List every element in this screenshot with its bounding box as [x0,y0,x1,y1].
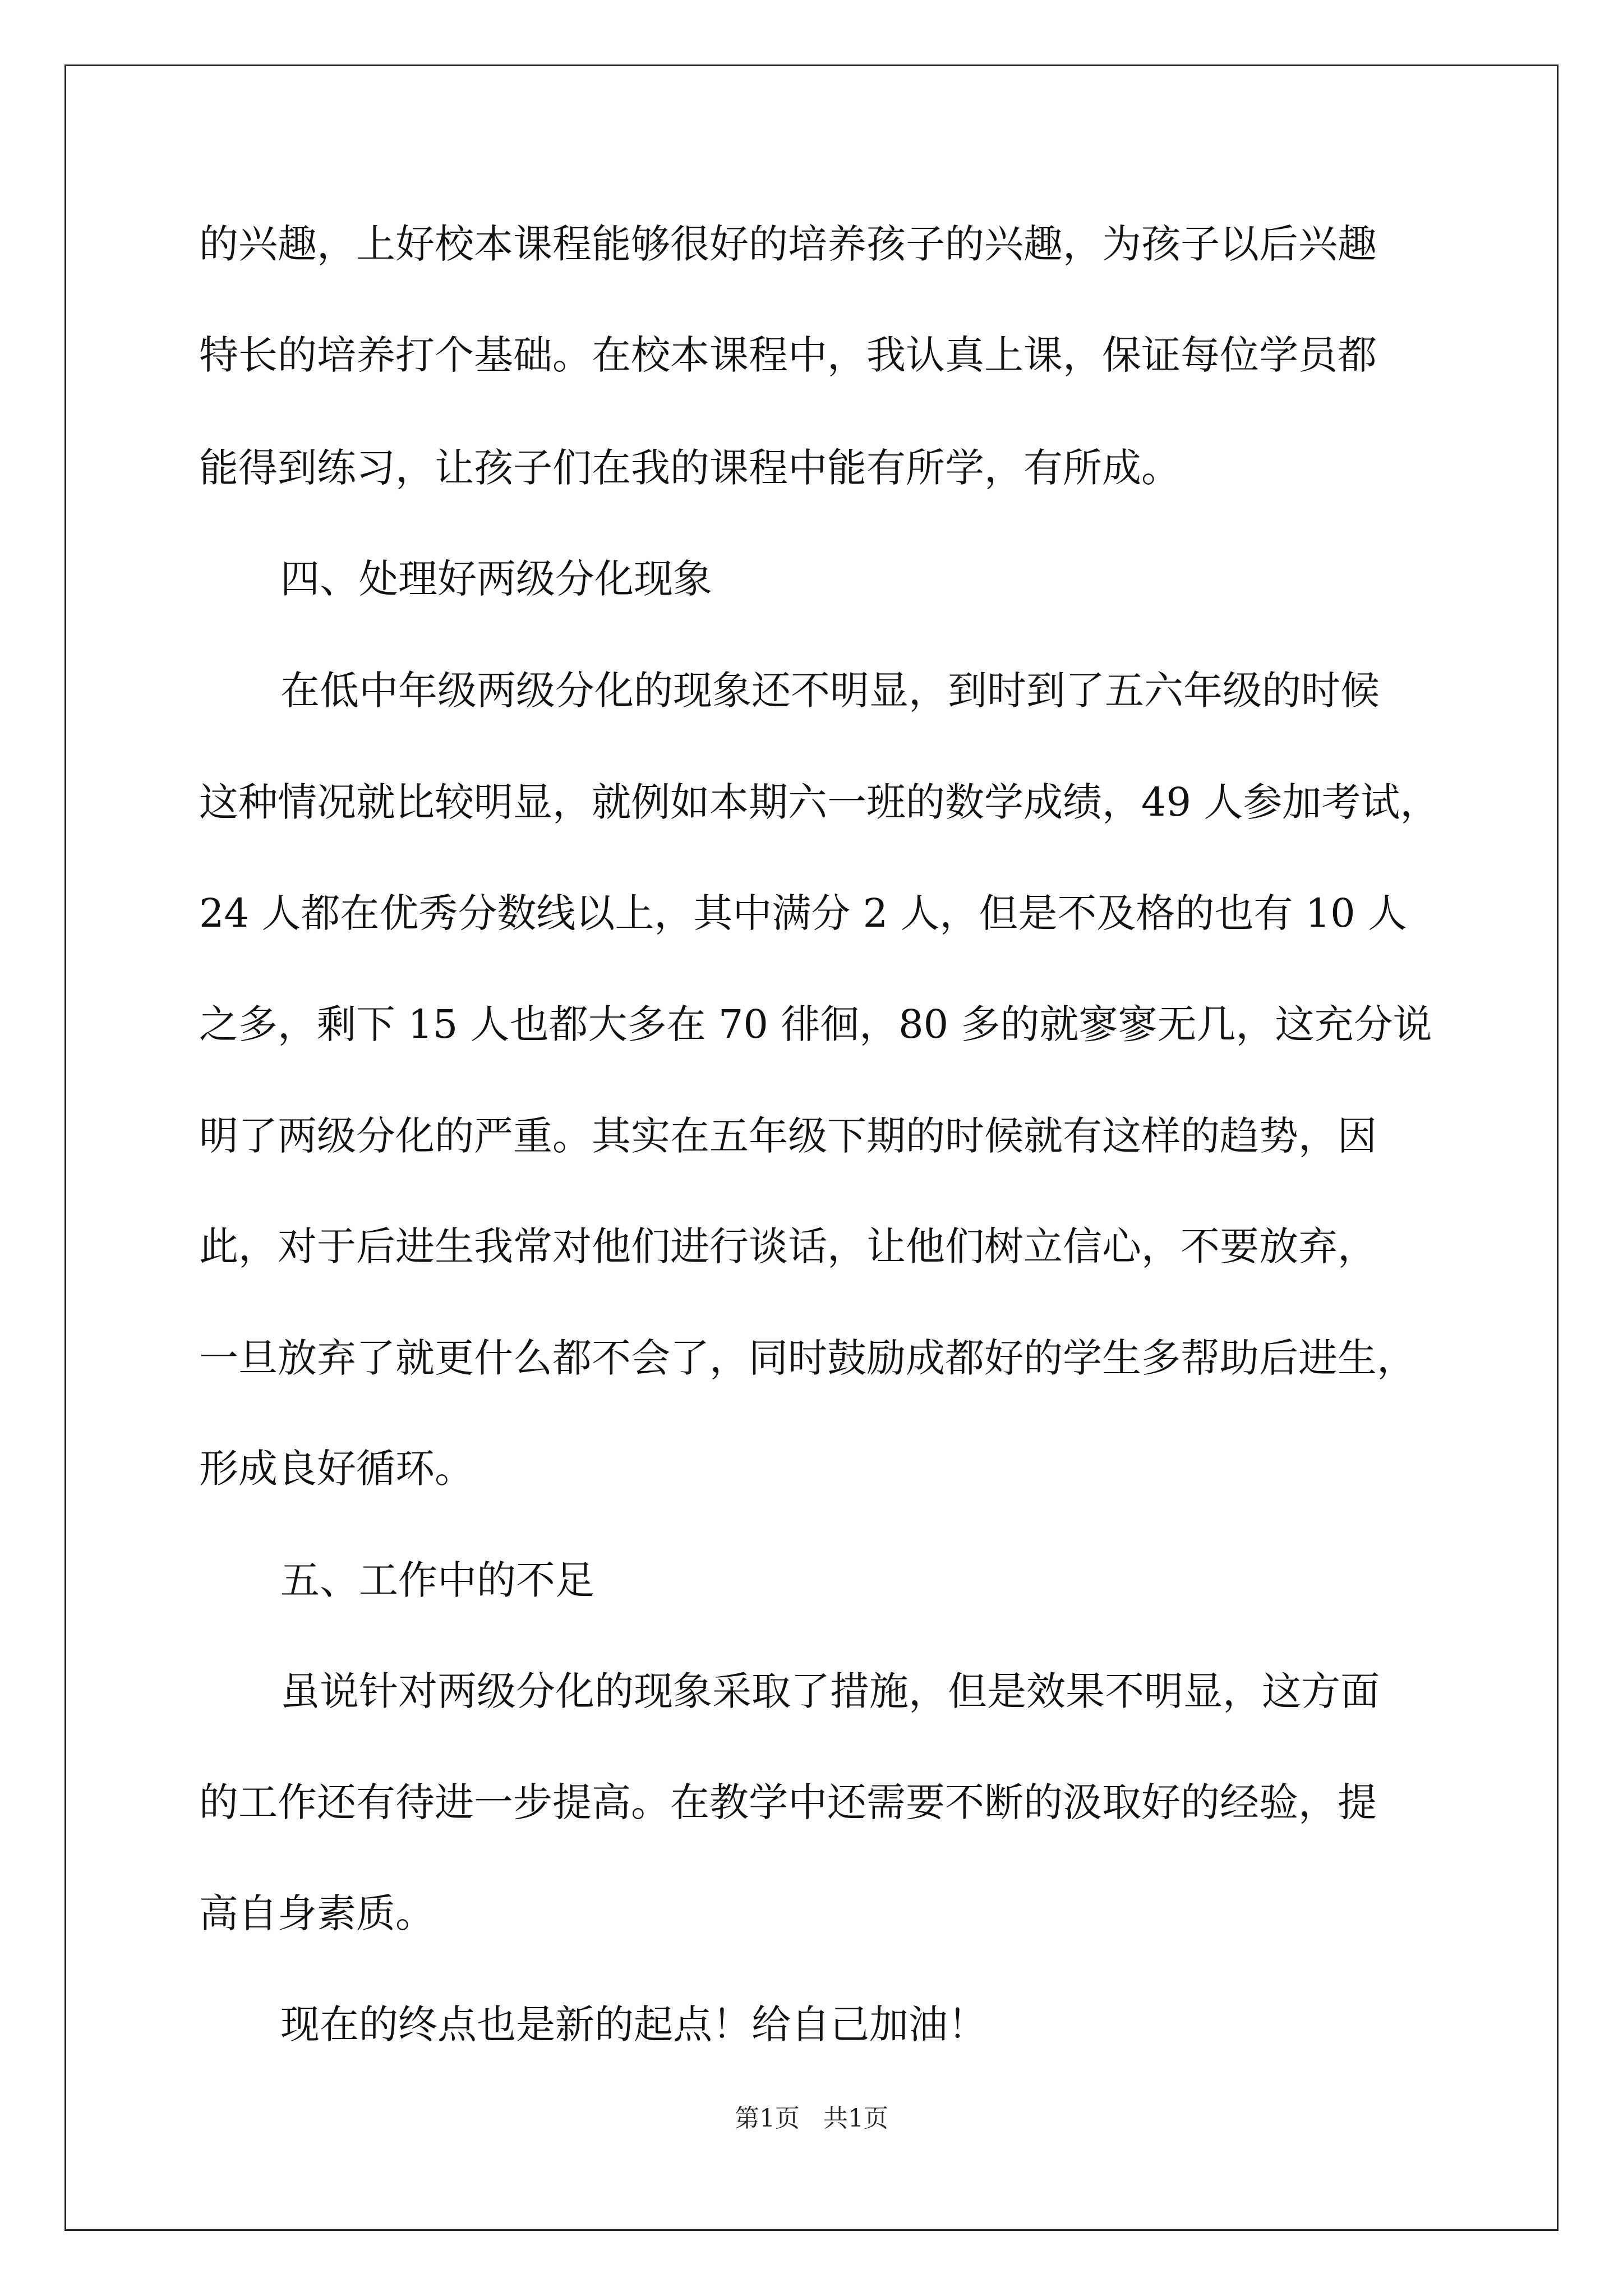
paragraph-line: 的兴趣，上好校本课程能够很好的培养孩子的兴趣，为孩子以后兴趣 [199,221,1377,267]
paragraph-line: 明了两级分化的严重。其实在五年级下期的时候就有这样的趋势，因 [199,1113,1377,1159]
paragraph-line: 特长的培养打个基础。在校本课程中，我认真上课，保证每位学员都 [199,332,1377,378]
paragraph-line: 高自身素质。 [199,1890,435,1936]
page-footer: 第1页 共1页 [735,2104,888,2133]
paragraph-line: 此，对于后进生我常对他们进行谈话，让他们树立信心，不要放弃， [199,1223,1377,1269]
paragraph-line: 24 人都在优秀分数线以上，其中满分 2 人，但是不及格的也有 10 人 [199,890,1407,936]
paragraph-line: 虽说针对两级分化的现象采取了措施，但是效果不明显，这方面 [280,1668,1380,1714]
paragraph-line: 一旦放弃了就更什么都不会了，同时鼓励成都好的学生多帮助后进生， [199,1335,1416,1381]
paragraph-line: 这种情况就比较明显，就例如本期六一班的数学成绩，49 人参加考试， [199,779,1440,825]
section-heading: 五、工作中的不足 [280,1557,594,1603]
paragraph-line: 在低中年级两级分化的现象还不明显，到时到了五六年级的时候 [280,668,1380,714]
paragraph-line: 形成良好循环。 [199,1446,474,1492]
section-heading: 四、处理好两级分化现象 [280,556,712,602]
closing-line: 现在的终点也是新的起点！给自己加油！ [280,2001,987,2047]
paragraph-line: 能得到练习，让孩子们在我的课程中能有所学，有所成。 [199,445,1181,491]
paragraph-line: 之多，剩下 15 人也都大多在 70 徘徊，80 多的就寥寥无几，这充分说 [199,1001,1432,1047]
paragraph-line: 的工作还有待进一步提高。在教学中还需要不断的汲取好的经验，提 [199,1779,1377,1825]
